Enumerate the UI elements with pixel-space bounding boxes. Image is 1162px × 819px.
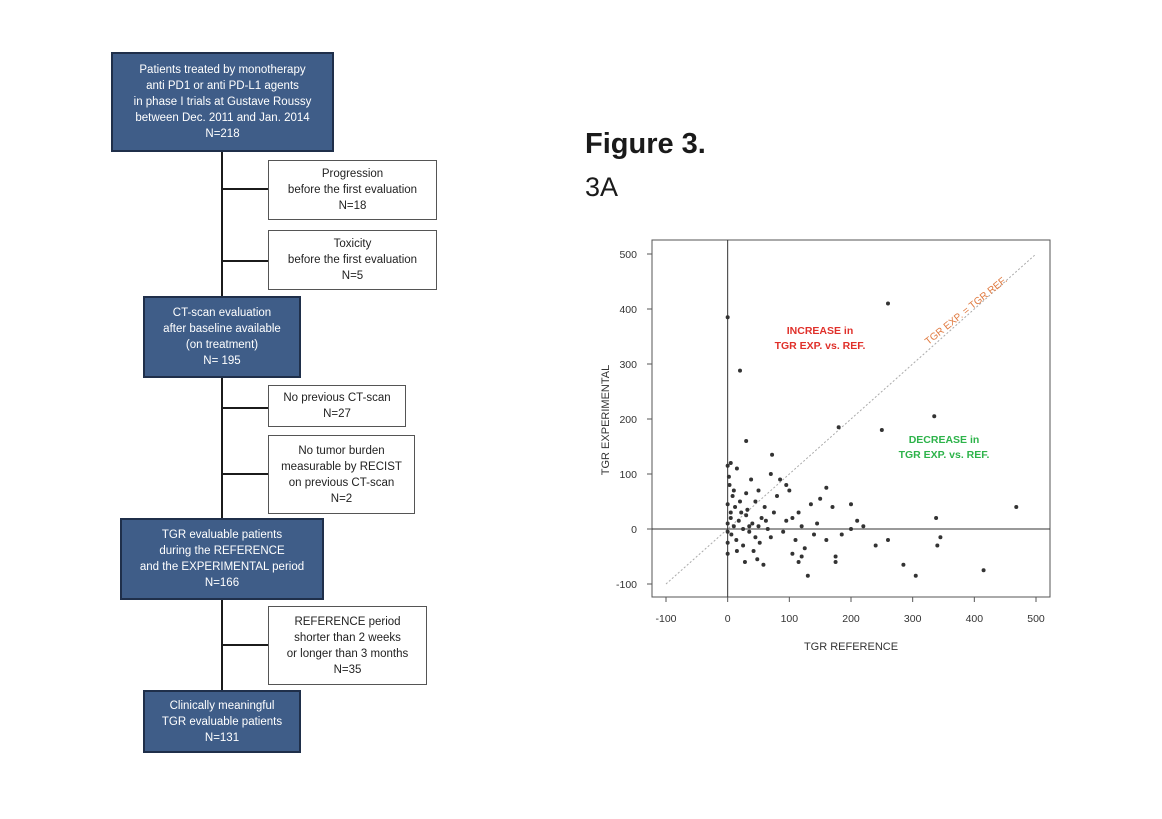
data-point [855, 519, 859, 523]
data-point [758, 541, 762, 545]
y-axis-ticks [616, 249, 652, 591]
data-point [726, 315, 730, 319]
data-point [729, 533, 733, 537]
exclusion-count: N=35 [333, 663, 362, 676]
data-point [886, 302, 890, 306]
x-axis-ticks [655, 597, 1044, 625]
data-point [935, 544, 939, 548]
data-point [750, 522, 754, 526]
flow-step-count: N=218 [205, 128, 240, 140]
data-point [744, 439, 748, 443]
data-point [741, 527, 745, 531]
data-point [824, 538, 828, 542]
data-point [787, 489, 791, 493]
flow-step-count: N=166 [204, 577, 240, 589]
data-point [880, 428, 884, 432]
y-tick-label: -100 [615, 579, 637, 591]
data-point [901, 563, 905, 567]
exclusion-line: or longer than 3 months [286, 647, 409, 660]
data-point [914, 574, 918, 578]
data-point [747, 530, 751, 534]
data-point [784, 519, 788, 523]
data-point [732, 489, 736, 493]
data-point [753, 500, 757, 504]
data-point [733, 505, 737, 509]
y-tick-label: 300 [619, 359, 637, 371]
data-point [849, 527, 853, 531]
data-point [729, 461, 733, 465]
figure-title: Figure 3. [585, 128, 706, 160]
data-point [800, 524, 804, 528]
exclusion-line: on previous CT-scan [288, 476, 395, 489]
data-point [775, 494, 779, 498]
flow-step-count: N=131 [204, 731, 240, 744]
flow-step-count: N= 195 [203, 355, 241, 367]
data-point [735, 467, 739, 471]
data-point [729, 516, 733, 520]
flow-step-line: in phase I trials at Gustave Roussy [133, 96, 312, 108]
y-tick-label: 100 [619, 469, 637, 481]
data-point [729, 511, 733, 515]
data-point [840, 533, 844, 537]
data-point [726, 522, 730, 526]
exclusion-count: N=2 [330, 492, 353, 505]
data-point [831, 505, 835, 509]
data-point [824, 486, 828, 490]
figure-panel-label: 3A [585, 172, 619, 202]
data-point [738, 500, 742, 504]
data-point [874, 544, 878, 548]
data-point [797, 560, 801, 564]
data-point [749, 478, 753, 482]
data-point [757, 489, 761, 493]
exclusion-line: before the first evaluation [287, 254, 418, 266]
data-point [861, 524, 865, 528]
data-point [766, 527, 770, 531]
increase-label: INCREASE in [786, 325, 854, 337]
flow-step-line: TGR evaluable patients [161, 529, 283, 541]
data-point [726, 541, 730, 545]
data-point [732, 524, 736, 528]
data-point [763, 505, 767, 509]
data-point [747, 524, 751, 528]
data-point [815, 522, 819, 526]
exclusion-line: measurable by RECIST [281, 460, 402, 473]
flow-step-line: (on treatment) [185, 339, 259, 351]
data-point [797, 511, 801, 515]
data-point [794, 538, 798, 542]
data-point [770, 453, 774, 457]
data-point [812, 533, 816, 537]
x-tick-label: 400 [965, 613, 984, 625]
data-point [734, 538, 738, 542]
exclusion-line: REFERENCE period [294, 615, 401, 628]
data-point [886, 538, 890, 542]
flow-step-line: CT-scan evaluation [172, 307, 272, 319]
x-tick-label: 200 [842, 613, 860, 625]
data-point [932, 414, 936, 418]
data-point [809, 502, 813, 506]
x-tick-label: 100 [780, 613, 799, 625]
increase-label: TGR EXP. vs. REF. [774, 340, 866, 352]
data-point [738, 369, 742, 373]
y-tick-label: 400 [619, 304, 637, 316]
data-point [727, 475, 731, 479]
data-point [772, 511, 776, 515]
data-point [752, 549, 756, 553]
flow-step-line: after baseline available [163, 323, 281, 335]
exclusion-line: No tumor burden [298, 444, 385, 457]
flow-step-line: anti PD1 or anti PD-L1 agents [146, 80, 299, 92]
data-point [1014, 505, 1018, 509]
flow-step-line: and the EXPERIMENTAL period [139, 561, 305, 573]
data-point [938, 535, 942, 539]
data-point [744, 491, 748, 495]
flow-step-line: Patients treated by monotherapy [139, 64, 306, 76]
x-tick-label: 300 [903, 613, 922, 625]
x-axis-label: TGR REFERENCE [803, 641, 899, 653]
data-point [737, 519, 741, 523]
x-tick-label: -100 [655, 613, 677, 625]
exclusion-count: N=18 [338, 200, 367, 212]
x-tick-label: 500 [1027, 613, 1045, 625]
data-point [769, 535, 773, 539]
data-point [800, 555, 804, 559]
exclusion-line: shorter than 2 weeks [294, 631, 401, 644]
data-point [726, 530, 730, 534]
diagonal-label: TGR EXP. = TGR REF. [923, 274, 1010, 348]
flow-step-line: TGR evaluable patients [161, 715, 283, 728]
data-point [731, 494, 735, 498]
exclusion-count: N=27 [323, 408, 351, 420]
data-point [726, 502, 730, 506]
exclusion-line: No previous CT-scan [283, 392, 391, 404]
data-point [743, 560, 747, 564]
data-point [741, 544, 745, 548]
data-point [753, 535, 757, 539]
data-point [755, 557, 759, 561]
data-point [739, 511, 743, 515]
data-point [735, 549, 739, 553]
exclusion-count: N=5 [341, 270, 364, 282]
x-tick-label: 0 [724, 613, 731, 625]
exclusion-line: Toxicity [333, 238, 372, 250]
data-point [784, 483, 788, 487]
data-point [769, 472, 773, 476]
data-point [806, 574, 810, 578]
data-point [790, 516, 794, 520]
y-tick-label: 0 [631, 524, 637, 536]
flow-step-line: during the REFERENCE [159, 545, 285, 557]
exclusion-line: before the first evaluation [287, 184, 418, 196]
data-point [837, 425, 841, 429]
data-point [834, 555, 838, 559]
y-axis-label: TGR EXPERIMENTAL [600, 364, 612, 476]
data-point [744, 513, 748, 517]
data-point [982, 568, 986, 572]
data-point [803, 546, 807, 550]
data-point [781, 530, 785, 534]
exclusion-line: Progression [321, 168, 384, 180]
data-point [849, 502, 853, 506]
data-point [726, 552, 730, 556]
data-point [764, 519, 768, 523]
decrease-label: DECREASE in [908, 434, 980, 446]
data-point [834, 560, 838, 564]
y-tick-label: 200 [619, 414, 637, 426]
data-point [790, 552, 794, 556]
data-point [818, 497, 822, 501]
data-point [745, 508, 749, 512]
decrease-label: TGR EXP. vs. REF. [898, 449, 990, 461]
flow-step-line: between Dec. 2011 and Jan. 2014 [135, 112, 310, 124]
flow-step-line: Clinically meaningful [169, 699, 275, 712]
data-point [934, 516, 938, 520]
data-point [760, 516, 764, 520]
data-point [778, 478, 782, 482]
data-point [757, 524, 761, 528]
data-point [726, 464, 730, 468]
data-point [761, 563, 765, 567]
y-tick-label: 500 [619, 249, 637, 261]
data-point [728, 483, 732, 487]
